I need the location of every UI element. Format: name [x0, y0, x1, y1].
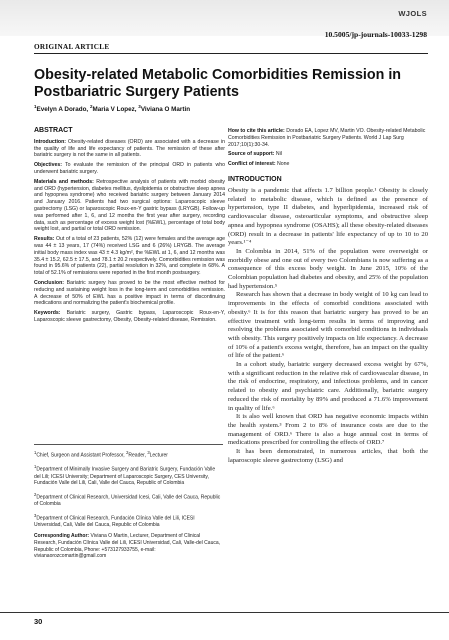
corresponding-text: Viviana O Martin, Lecturer, Department of Clinical Research, Fundación Clínica Valle del Lili, ICESI Universidad, Cali, Valle-del Cauca, Republic of Colombia, Phone: +573127933755, e-mail: vivianaorozcomartin@gmail.com [34, 533, 221, 560]
affiliation-3 [34, 513, 223, 529]
affiliation-1 [34, 464, 223, 486]
abstract-introduction [34, 139, 225, 159]
author-roles [34, 450, 223, 459]
affil-text: Reader, [128, 452, 148, 459]
cite-label: Conflict of interest: [228, 161, 276, 168]
section-label: Keywords: [34, 310, 61, 317]
journal-name: WJOLS [398, 9, 427, 18]
right-column [228, 128, 428, 465]
affil-text: Chief, Surgeon and Assistant Professor, [36, 452, 127, 459]
affil-text: Department of Clinical Research, Fundación Clínica Valle del Lili, ICESI Universidad, Cali, Valle del Cauca, Republic of Colombia [34, 515, 195, 528]
affil-number: 3 [34, 512, 37, 518]
footer-rule [0, 612, 449, 613]
section-text: Bariatric surgery has proved to be the most effective method for reducing and sustaining weight loss in the long-term and comorbidities remission. A decrease of 50% of EWL has a positive impact in terms of discontinuing medications and normalizing the patient's biochemical profile. [34, 279, 225, 307]
how-to-cite [228, 128, 428, 148]
section-label: Results: [34, 236, 55, 243]
affil-number: 3 [147, 450, 150, 455]
intro-paragraph: In a cohort study, bariatric surgery decreased excess weight by 67%, with a significant reduction in the relative risk of cardiovascular disease, in the risk of endocrine, respiratory, and infectious problems, and in cancer related to obesity and psychiatric care. Additionally, bariatric surgery reduced the risk of mortality by 89% and produced a 71.6% improvement in quality of life.⁶ [228, 361, 428, 412]
cite-label: How to cite this article: [228, 128, 285, 134]
cite-label: Source of support: [228, 151, 275, 158]
intro-paragraph: Obesity is a pandemic that affects 1.7 billion people.¹ Obesity is closely related to metabolic disease, which is defined as the presence of hypertension, type II diabetes, and hyperlipidemia, increased risk of cardiovascular disease, osteoarticular symptoms, and obstructive sleep apnea and hypopnea syndrome (OSAHS); all these obesity-related diseases (ORD) result in a decrease in patients' life expectancy of up to 10 to 20 years.¹⁻⁴ [228, 186, 428, 247]
section-label: Conclusion: [34, 279, 64, 286]
intro-paragraph: It is also well known that ORD has negative economic impacts within the health system.³ From 2 to 8% of insurance costs are due to the management of ORD.⁶ There is also a huge annual cost in terms of medications prescribed for controlling the effects of ORD.⁷ [228, 413, 428, 447]
affiliation-2 [34, 492, 223, 508]
section-label: Objectives: [34, 162, 62, 169]
doi: 10.5005/jp-journals-10033-1298 [324, 30, 427, 39]
abstract-conclusion [34, 280, 225, 307]
affil-text: Department of Clinical Research, Universidad Icesi, Cali, Valle del Cauca, Republic of Colombia [34, 494, 221, 507]
conflict-of-interest [228, 161, 428, 168]
section-text: Retrospective analysis of patients with morbid obesity and ORD (hypertension, diabetes mellitus, dyslipidemia or obstructive sleep apnea and hypopnea syndrome) who received bariatric surgery between January 2014 and January 2016. Patients had two surgical options: Laparoscopic sleeve gastrectomy (LSG) or laparoscopic Roux-en-Y gastric bypass (LRYGB). Follow-up was performed after 1, 6, and 12 months the first year after surgery, recording data, such as percentage of excess weight lost (%EWL), percentage of total body weight lost, and partial or total ORD remission. [34, 178, 225, 233]
author-number: 2 [89, 104, 93, 109]
header-rule [34, 53, 428, 54]
citation-block [228, 128, 428, 168]
author-name: Maria V Lopez, [92, 106, 139, 114]
introduction-body [228, 187, 428, 466]
article-type: ORIGINAL ARTICLE [34, 43, 110, 51]
paper-title: Obesity-related Metabolic Comorbidities Remission in Postbariatric Surgery Patients [34, 67, 402, 100]
section-label: Introduction: [34, 138, 66, 145]
cite-text: None [275, 161, 290, 168]
section-text: To evaluate the remission of the principal ORD in patients who underwent bariatric surgery. [34, 162, 225, 175]
abstract-methods [34, 179, 225, 233]
author-number: 3 [138, 104, 141, 109]
intro-paragraph: In Colombia in 2014, 51% of the population were overweight or morbidly obese and one out of every two Colombians is now suffering as a consequence of this excess body weight. In June 2015, 10% of the Colombian population had diabetes and obesity, and 25% of the population had hypertension.⁵ [228, 247, 428, 290]
section-label: Materials and methods: [34, 178, 94, 185]
affiliations-box [34, 444, 223, 560]
abstract-heading: ABSTRACT [34, 127, 73, 134]
abstract-keywords [34, 310, 225, 324]
introduction-heading: INTRODUCTION [228, 175, 282, 183]
affil-number: 2 [126, 450, 129, 455]
section-text: Obesity-related diseases (ORD) are associated with a decrease in the quality of life and life expectancy of patients. The remission of these after bariatric surgery is not the same in all patients. [34, 138, 225, 159]
affil-number: 1 [34, 450, 37, 455]
corresponding-author [34, 533, 223, 559]
section-text: Bariatric surgery, Gastric bypass, Laparoscopic Roux-en-Y, Laparoscopic sleeve gastrectomy, Obesity, Obesity-related disease, Remission. [34, 310, 225, 323]
abstract-column [34, 128, 225, 327]
affil-number: 1 [34, 464, 37, 470]
abstract-objectives [34, 162, 225, 176]
author-list [34, 104, 190, 113]
intro-paragraph: It has been demonstrated, in numerous articles, that both the laparoscopic sleeve gastrectomy (LSG) and [228, 448, 428, 464]
cite-text: Dorado EA, Lopez MV, Martin VO. Obesity-related Metabolic Comorbidities Remission in Postbariatric Surgery Patients. World J Lap Surg 2017;10(1):30-34. [228, 128, 426, 148]
cite-text: Nil [274, 151, 282, 158]
section-text: Out of a total of 23 patients, 52% (12) were females and the average age was 44 ± 13 years, 17 (74%) received LSG and 6 (26%) LRYGB. The average initial body mass index was 43 ± 4.3 kg/m², the %EWL at 1, 6, and 12 months was 35.4 ± 15.2, 62.5 ± 17.5, and 78.1 ± 20.2 respectively. Comorbidities remission was found in 95.6% of patients (22), partial resolution in 32%, and complete in 68%. A total of 52.1% of remissions were reported in the first month postsurgery. [34, 236, 225, 277]
page-number: 30 [34, 617, 43, 626]
affil-text: Department of Minimally Invasive Surgery and Bariatric Surgery, Fundación Valle del Lili; ICESI University; Department of Laparoscopic Surgery, CES University, Fundación Valle del Lili, Cali, Valle del Cauca, Republic of Colombia [34, 466, 216, 487]
source-of-support [228, 151, 428, 158]
intro-paragraph: Research has shown that a decrease in body weight of 10 kg can lead to improvements in the effects of comorbid conditions associated with obesity.⁶ It is for this reason that bariatric surgery has proved to be an effective treatment with long-term results in terms of improving and resolving the problems associated with comorbid conditions in individuals with obesity. This surgery positively impacts on life expectancy. A decrease of 10% of a patient's excess weight, therefore, has an impact on the quality of life of the patient.⁶ [228, 291, 428, 360]
corresponding-label: Corresponding Author: [34, 533, 90, 540]
affil-number: 2 [34, 491, 37, 497]
author-number: 1 [34, 104, 37, 109]
abstract-results [34, 236, 225, 277]
author-name: Evelyn A Dorado, [36, 106, 90, 114]
affil-text: Lecturer [149, 452, 168, 459]
author-name: Viviana O Martin [140, 106, 191, 114]
